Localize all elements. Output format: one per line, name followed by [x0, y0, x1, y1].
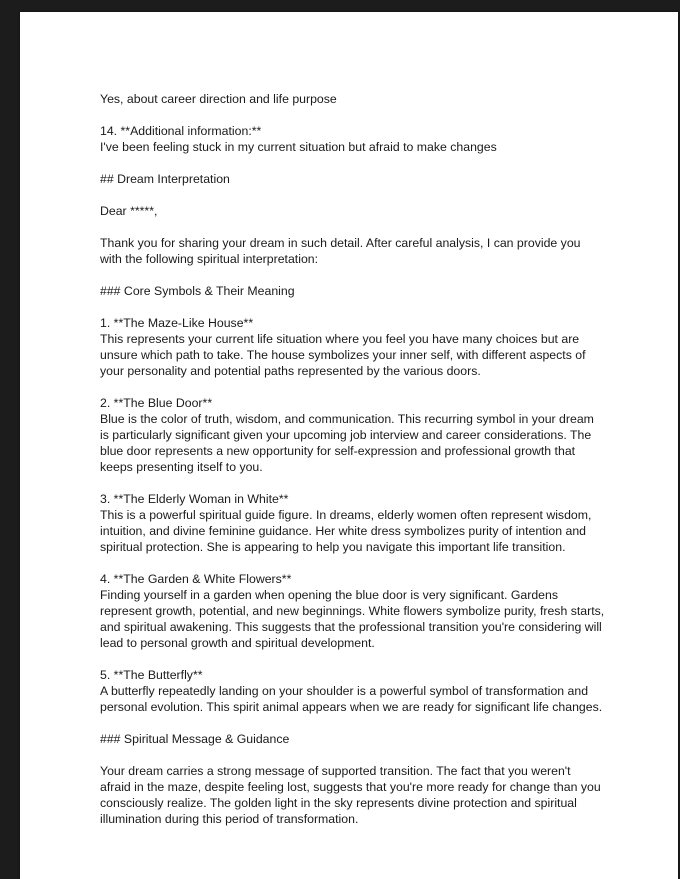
- paragraph: [100, 123, 620, 155]
- text-line: Finding yourself in a garden when opening the blue door is very significant. Gardens: [100, 588, 558, 602]
- text-line: spiritual protection. She is appearing to help you navigate this important life transition.: [100, 540, 566, 554]
- text-line: Yes, about career direction and life purpose: [100, 92, 337, 106]
- text-line: 3. **The Elderly Woman in White**: [100, 492, 289, 506]
- paragraph: [100, 171, 620, 187]
- text-line: Your dream carries a strong message of supported transition. The fact that you weren't: [100, 764, 571, 778]
- paragraph: [100, 395, 620, 475]
- text-line: lead to personal growth and spiritual development.: [100, 636, 375, 650]
- text-line: 4. **The Garden & White Flowers**: [100, 572, 292, 586]
- text-line: 2. **The Blue Door**: [100, 396, 213, 410]
- paragraph: [100, 283, 620, 299]
- paragraph: [100, 731, 620, 747]
- text-line: 14. **Additional information:**: [100, 124, 262, 138]
- paragraph: [100, 315, 620, 379]
- text-line: represent growth, potential, and new beginnings. White flowers symbolize purity, fresh starts,: [100, 604, 605, 618]
- text-line: 1. **The Maze-Like House**: [100, 316, 254, 330]
- text-line: Blue is the color of truth, wisdom, and communication. This recurring symbol in your dream: [100, 412, 594, 426]
- text-line: blue door represents a new opportunity for self-expression and professional growth that: [100, 444, 576, 458]
- document-page: [20, 12, 678, 879]
- paragraph: [100, 763, 620, 827]
- text-line: ### Core Symbols & Their Meaning: [100, 284, 295, 298]
- text-line: afraid in the maze, despite feeling lost, suggests that you're more ready for change than you: [100, 780, 601, 794]
- text-line: personal evolution. This spirit animal appears when we are ready for significant life changes.: [100, 700, 603, 714]
- document-content: [100, 91, 620, 843]
- text-line: is particularly significant given your upcoming job interview and career considerations. The: [100, 428, 592, 442]
- text-line: I've been feeling stuck in my current situation but afraid to make changes: [100, 140, 497, 154]
- text-line: keeps presenting itself to you.: [100, 460, 263, 474]
- text-line: Thank you for sharing your dream in such detail. After careful analysis, I can provide you: [100, 236, 581, 250]
- text-line: Dear *****,: [100, 204, 158, 218]
- text-line: unsure which path to take. The house symbolizes your inner self, with different aspects of: [100, 348, 586, 362]
- paragraph: [100, 235, 620, 267]
- paragraph: [100, 667, 620, 715]
- paragraph: [100, 91, 620, 107]
- text-line: A butterfly repeatedly landing on your shoulder is a powerful symbol of transformation and: [100, 684, 589, 698]
- paragraph: [100, 203, 620, 219]
- text-line: This is a powerful spiritual guide figure. In dreams, elderly women often represent wisdom,: [100, 508, 592, 522]
- text-line: ## Dream Interpretation: [100, 172, 230, 186]
- text-line: and spiritual awakening. This suggests that the professional transition you're considering will: [100, 620, 602, 634]
- paragraph: [100, 491, 620, 555]
- text-line: consciously realize. The golden light in the sky represents divine protection and spiritual: [100, 796, 577, 810]
- text-line: intuition, and divine feminine guidance. Her white dress symbolizes purity of intention and: [100, 524, 586, 538]
- text-line: illumination during this period of transformation.: [100, 812, 359, 826]
- text-line: with the following spiritual interpretation:: [100, 252, 319, 266]
- paragraph: [100, 571, 620, 651]
- text-line: 5. **The Butterfly**: [100, 668, 203, 682]
- text-line: ### Spiritual Message & Guidance: [100, 732, 290, 746]
- text-line: This represents your current life situation where you feel you have many choices but are: [100, 332, 580, 346]
- text-line: your personality and potential paths represented by the various doors.: [100, 364, 481, 378]
